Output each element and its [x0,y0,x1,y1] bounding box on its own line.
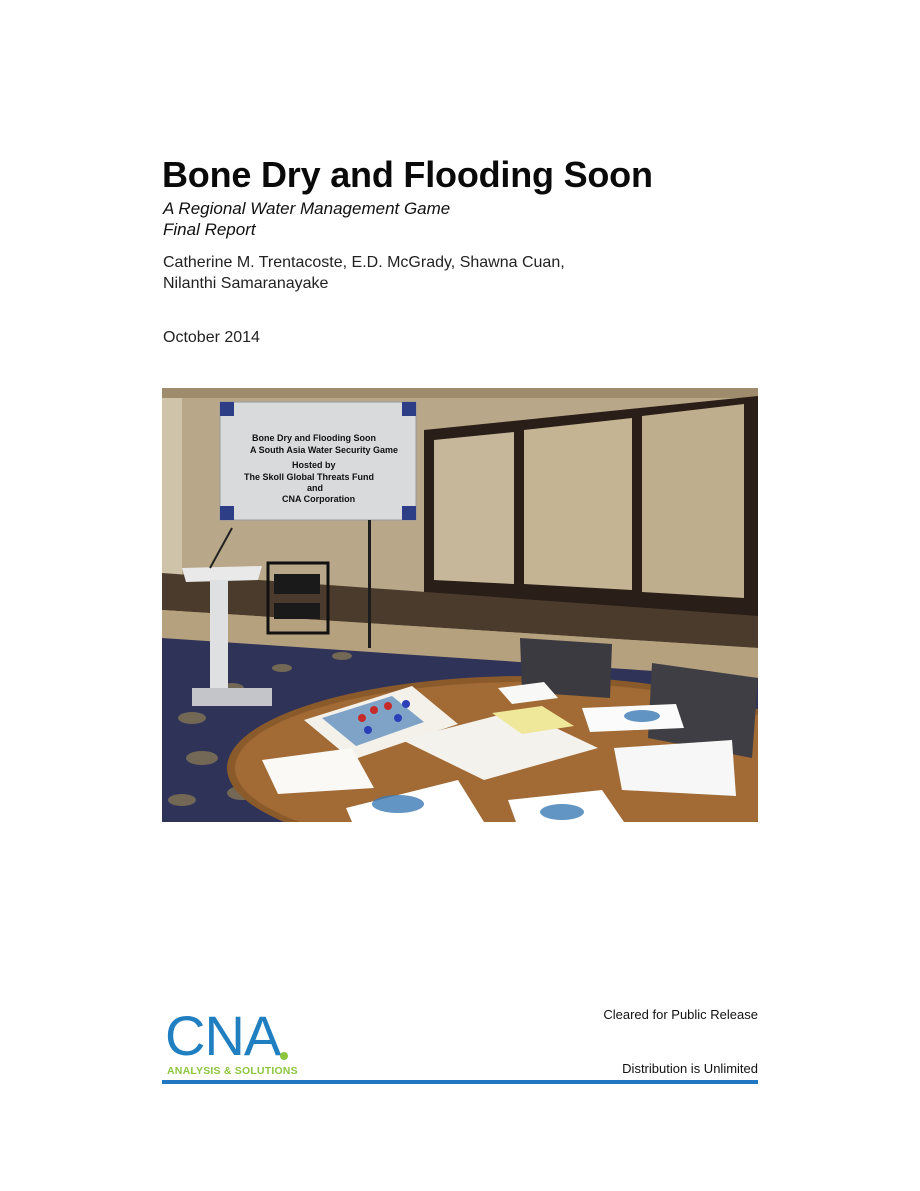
sign-line-6: CNA Corporation [282,494,356,504]
logo-dot-icon [280,1052,288,1060]
release-statement: Cleared for Public Release [603,1007,758,1022]
cover-photo [162,388,758,822]
sign-line-2: A South Asia Water Security Game [250,445,399,455]
publication-date: October 2014 [163,329,260,346]
footer-rule [162,1080,758,1084]
authors-line-2: Nilanthi Samaranayake [163,275,329,292]
report-type: Final Report [163,220,256,239]
sign-line-5: and [307,483,324,493]
distribution-statement: Distribution is Unlimited [622,1061,758,1076]
sign-line-1: Bone Dry and Flooding Soon [252,433,376,443]
authors [163,252,565,294]
logo-tagline: ANALYSIS & SOLUTIONS [167,1065,298,1077]
authors-line-1: Catherine M. Trentacoste, E.D. McGrady, Shawna Cuan, [163,254,565,271]
report-subtitle: A Regional Water Management Game [163,199,451,218]
cna-logo [165,1004,305,1078]
logo-wordmark: CNA [165,1004,281,1067]
sign-line-4: The Skoll Global Threats Fund [244,472,375,482]
report-title: Bone Dry and Flooding Soon [162,154,653,195]
sign-line-3: Hosted by [292,460,336,470]
